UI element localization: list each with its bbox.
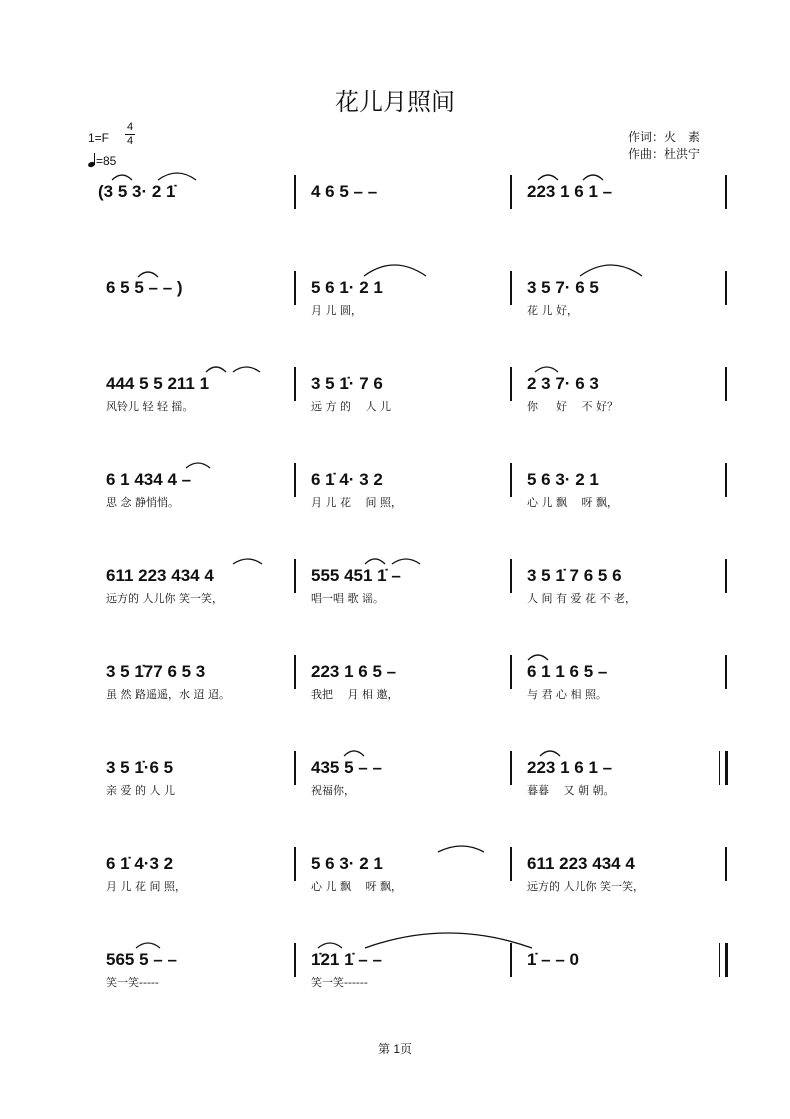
measure-lyrics: 你 好 不 好？ [527, 400, 618, 413]
measure-notes: 2 3 7· 6 3 [527, 374, 599, 393]
measure-lyrics: 远 方 的 人 儿 [311, 400, 391, 413]
measure-lyrics: 月 儿 花 间 照， [106, 880, 186, 893]
measure-notes: 6 1̇ 4· 3 2 [311, 470, 383, 489]
measure-notes: 3 5 7· 6 5 [527, 278, 599, 297]
measure-notes: 223 1 6 1 – [527, 182, 613, 201]
measure-lyrics: 远方的 人儿你 笑一笑， [527, 880, 644, 893]
measure-lyrics: 祝福你， [311, 784, 355, 797]
measure-notes: 6 1̇ 4·3 2 [106, 854, 174, 873]
measure-lyrics: 心 儿 飘 呀 飘， [527, 496, 618, 509]
measure-notes: 3 5 1̇ 7 6 5 6 [527, 566, 622, 585]
measure-notes: 6 1 1 6 5 – [527, 662, 608, 681]
measure-notes: 223 1 6 5 – [311, 662, 397, 681]
measure-notes: 611 223 434 4 [106, 566, 214, 585]
measure-notes: 3 5 1̇· 7 6 [311, 374, 383, 393]
tempo-value: =85 [96, 154, 117, 168]
measure-notes: 5 6 3· 2 1 [527, 470, 599, 489]
measure-notes: 1̇21 1̇ – – [311, 950, 382, 969]
measure-lyrics: 远方的 人儿你 笑一笑， [106, 592, 223, 605]
measure-lyrics: 心 儿 飘 呀 飘， [311, 880, 402, 893]
song-title: 花儿月照间 [335, 88, 455, 116]
measure-notes: 3 5 1̇77 6 5 3 [106, 662, 206, 681]
measure-notes: 3 5 1̇·6 5 [106, 758, 174, 777]
lyricist-credit: 作词：火 素 [628, 130, 701, 144]
measure-lyrics: 笑一笑------ [311, 976, 368, 989]
measure-notes: 1̇ – – 0 [527, 950, 579, 969]
measure-notes: 5 6 1· 2 1 [311, 278, 383, 297]
measure-lyrics: 我把 月 相 邀， [311, 688, 399, 701]
measure-lyrics: 虽 然 路遥遥，水 迢 迢。 [106, 688, 230, 701]
measure-notes: 5 6 3· 2 1 [311, 854, 383, 873]
measure-lyrics: 月 儿 花 间 照， [311, 496, 402, 509]
measure-notes: 611 223 434 4 [527, 854, 635, 873]
measure-notes: 435 5 – – [311, 758, 382, 777]
measure-notes: 6 1 434 4 – [106, 470, 192, 489]
time-signature-top: 4 [126, 121, 134, 133]
measure-lyrics: 风铃儿 轻 轻 摇。 [106, 400, 194, 413]
measure-notes: 555 451 1̇ – [311, 566, 401, 585]
measure-lyrics: 思 念 静悄悄。 [106, 496, 179, 509]
measure-notes: 444 5 5 211 1 [106, 374, 210, 393]
measure-lyrics: 与 君 心 相 照。 [527, 688, 607, 701]
measure-lyrics: 人 间 有 爱 花 不 老， [527, 592, 636, 605]
key-signature: 1=F [88, 131, 110, 145]
page-number: 第 1页 [377, 1042, 412, 1056]
measure-notes: 223 1 6 1 – [527, 758, 613, 777]
measure-notes: 6 5 5 – – ) [106, 278, 183, 297]
measure-lyrics: 笑一笑----- [106, 976, 159, 989]
measure-notes: (3 5 3· 2 1̇ [98, 182, 176, 201]
time-signature-bottom: 4 [126, 135, 134, 147]
composer-credit: 作曲：杜洪宁 [628, 147, 701, 161]
measure-notes: 565 5 – – [106, 950, 177, 969]
measure-notes: 4 6 5 – – [311, 182, 378, 201]
measure-lyrics: 亲 爱 的 人 儿 [106, 784, 175, 797]
measure-lyrics: 花 儿 好， [527, 304, 578, 317]
measure-lyrics: 唱一唱 歌 谣。 [311, 592, 384, 605]
measure-lyrics: 月 儿 圆， [311, 304, 362, 317]
measure-lyrics: 暮暮 又 朝 朝。 [527, 784, 615, 797]
